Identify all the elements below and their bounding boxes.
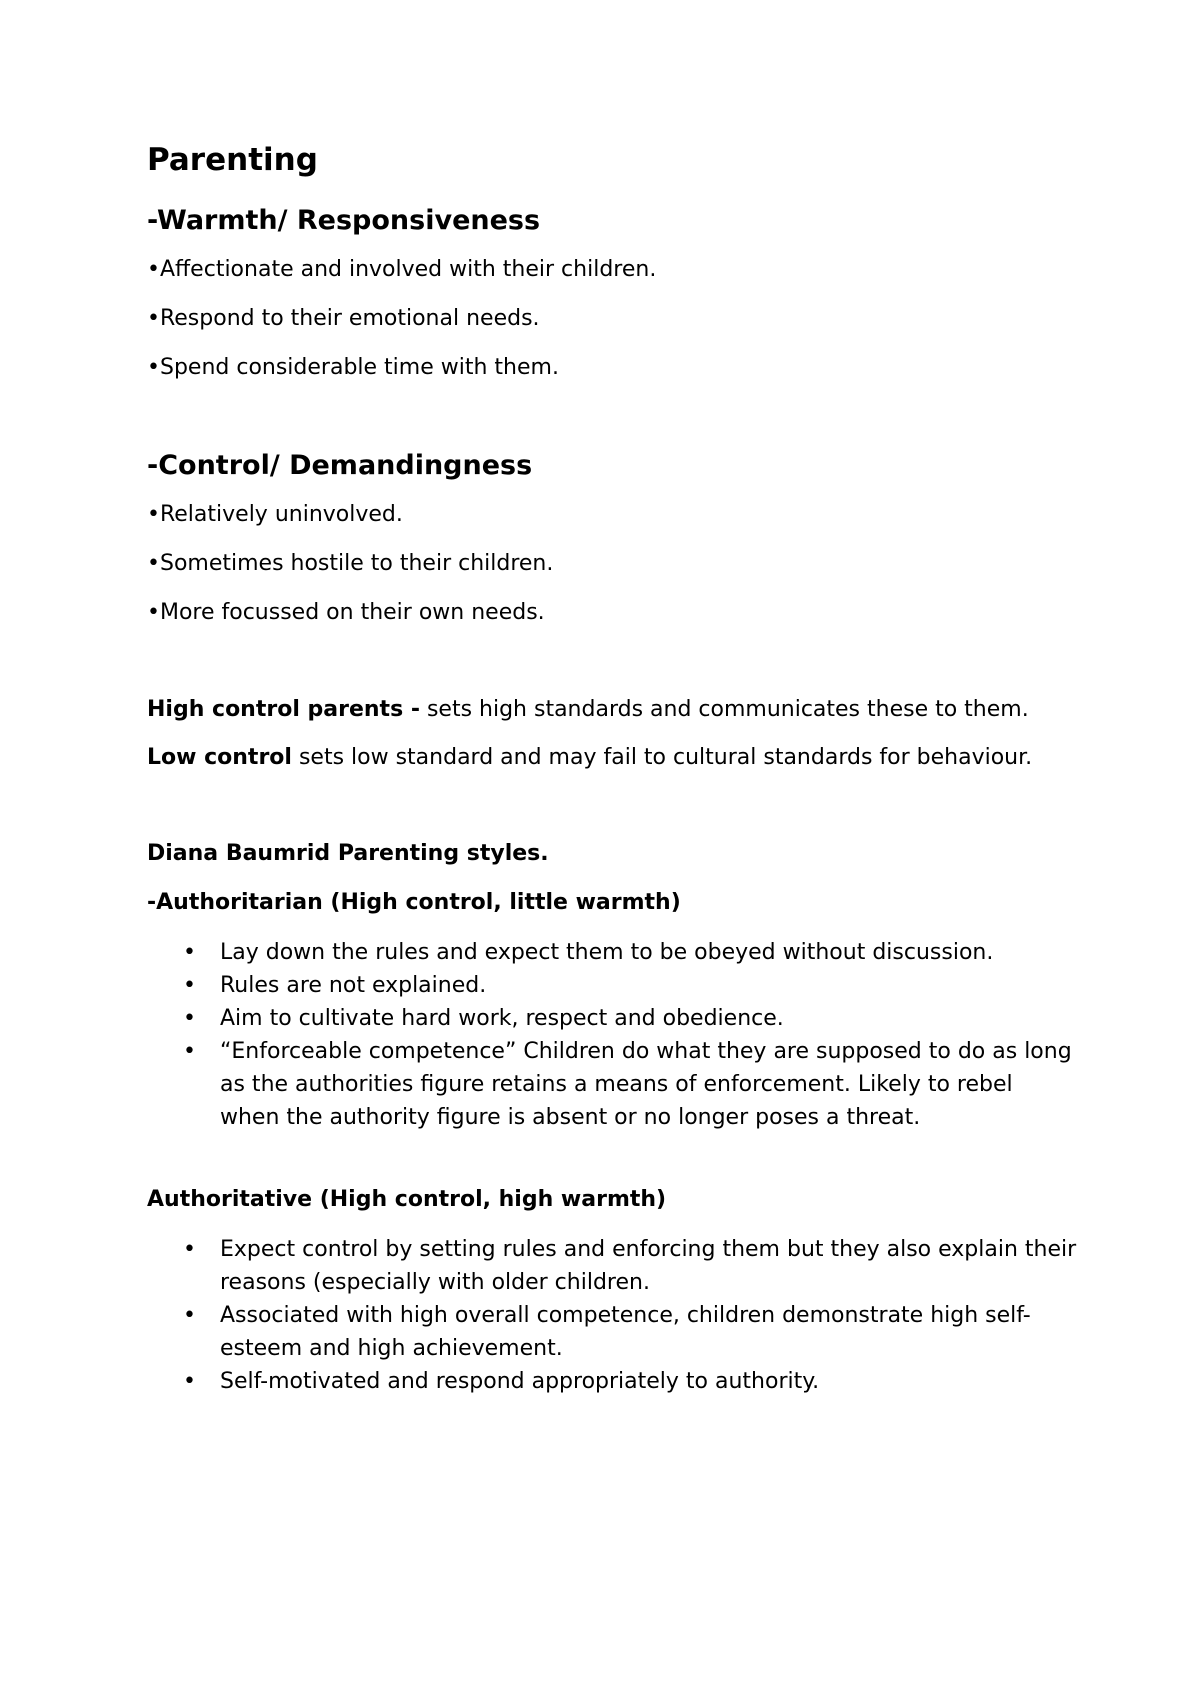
low-control-text: sets low standard and may fail to cultural standards for behaviour.: [291, 745, 1033, 770]
list-item: [183, 1365, 1077, 1398]
bullet-icon: •: [183, 1303, 196, 1328]
warmth-item: •Spend considerable time with them.: [147, 355, 559, 380]
authoritarian-list: [147, 936, 1077, 1134]
high-control-text: sets high standards and communicates these to them.: [419, 697, 1029, 722]
authoritarian-heading: -Authoritarian (High control, little warmth): [147, 890, 681, 915]
list-item: [183, 969, 1077, 1002]
list-item-text: Lay down the rules and expect them to be obeyed without discussion.: [220, 940, 994, 965]
bullet-icon: •: [183, 1039, 196, 1064]
bullet-icon: •: [183, 1237, 196, 1262]
control-item: •Relatively uninvolved.: [147, 502, 403, 527]
page-title: Parenting: [147, 142, 318, 178]
list-item: [183, 1002, 1077, 1035]
control-item: •More focussed on their own needs.: [147, 600, 545, 625]
list-item: [183, 1299, 1077, 1365]
document-page: [147, 140, 1077, 1398]
list-item-text: Rules are not explained.: [220, 973, 487, 998]
baumrind-heading: Diana Baumrid Parenting styles.: [147, 841, 549, 866]
list-item-text: Expect control by setting rules and enforcing them but they also explain their reasons (especially with older children.: [220, 1237, 1077, 1295]
control-item: •Sometimes hostile to their children.: [147, 551, 554, 576]
authoritative-heading: Authoritative (High control, high warmth): [147, 1187, 667, 1212]
warmth-heading: -Warmth/ Responsiveness: [147, 205, 541, 236]
high-control-label: High control parents -: [147, 697, 420, 722]
bullet-icon: •: [183, 1006, 196, 1031]
warmth-item: •Affectionate and involved with their children.: [147, 257, 657, 282]
authoritative-list: [147, 1233, 1077, 1398]
list-item-text: Self-motivated and respond appropriately to authority.: [220, 1369, 820, 1394]
bullet-icon: •: [183, 940, 196, 965]
list-item: [183, 1233, 1077, 1299]
list-item: [183, 936, 1077, 969]
bullet-icon: •: [183, 973, 196, 998]
list-item-text: “Enforceable competence” Children do what they are supposed to do as long as the authorities figure retains a means of enforcement. Likely to rebel when the authority figure is absent or no longer poses a threat.: [220, 1039, 1072, 1130]
high-control-paragraph: [147, 694, 1077, 726]
warmth-item: •Respond to their emotional needs.: [147, 306, 540, 331]
list-item: [183, 1035, 1077, 1134]
list-item-text: Aim to cultivate hard work, respect and obedience.: [220, 1006, 784, 1031]
low-control-paragraph: [147, 742, 1077, 774]
control-heading: -Control/ Demandingness: [147, 450, 533, 481]
list-item-text: Associated with high overall competence, children demonstrate high self-esteem and high achievement.: [220, 1303, 1031, 1361]
bullet-icon: •: [183, 1369, 196, 1394]
low-control-label: Low control: [147, 745, 292, 770]
